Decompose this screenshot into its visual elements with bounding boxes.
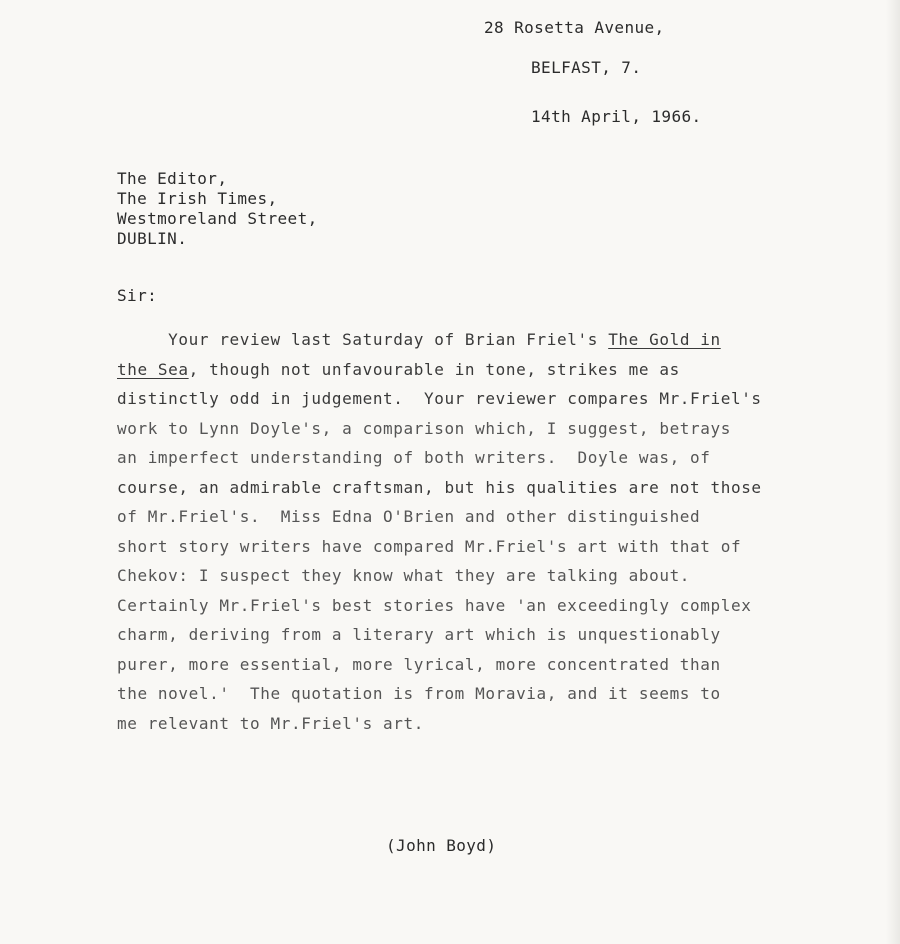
recipient-line-4: DUBLIN. [117, 229, 188, 248]
letter-body [117, 325, 877, 738]
letter-date: 14th April, 1966. [531, 107, 702, 126]
salutation: Sir: [117, 286, 158, 305]
body-line-13: the novel.' The quotation is from Moravia, and it seems to [117, 684, 721, 703]
body-line-10: Certainly Mr.Friel's best stories have 'an exceedingly complex [117, 595, 752, 615]
sender-city: BELFAST, 7. [531, 58, 642, 77]
book-title-part-1: The Gold in [608, 330, 721, 349]
body-line-1 [117, 325, 877, 355]
body-line-3: distinctly odd in judgement. Your reviewer compares Mr.Friel's [117, 389, 762, 408]
recipient-line-2: The Irish Times, [117, 189, 278, 208]
body-line-4: work to Lynn Doyle's, a comparison which, I suggest, betrays [117, 418, 731, 438]
body-line-14: me relevant to Mr.Friel's art. [117, 713, 424, 733]
body-line-1-text: Your review last Saturday of Brian Friel's [117, 330, 609, 349]
body-line-6: course, an admirable craftsman, but his qualities are not those [117, 477, 762, 497]
recipient-address [117, 169, 318, 249]
signature: (John Boyd) [386, 836, 497, 855]
body-line-9: Chekov: I suspect they know what they are talking about. [117, 566, 691, 585]
recipient-line-3: Westmoreland Street, [117, 209, 318, 228]
body-line-8: short story writers have compared Mr.Friel's art with that of [117, 536, 742, 556]
body-line-11: charm, deriving from a literary art which is unquestionably [117, 625, 721, 644]
page-edge-shadow [886, 0, 900, 944]
body-line-2-text: , though not unfavourable in tone, strikes me as [188, 359, 680, 379]
body-line-7: of Mr.Friel's. Miss Edna O'Brien and other distinguished [117, 507, 701, 526]
body-line-12: purer, more essential, more lyrical, more concentrated than [117, 654, 721, 674]
sender-street: 28 Rosetta Avenue, [484, 18, 665, 37]
book-title-part-2: the Sea [117, 359, 189, 379]
recipient-line-1: The Editor, [117, 169, 228, 188]
body-line-2 [117, 355, 877, 385]
body-line-5: an imperfect understanding of both writers. Doyle was, of [117, 448, 711, 467]
